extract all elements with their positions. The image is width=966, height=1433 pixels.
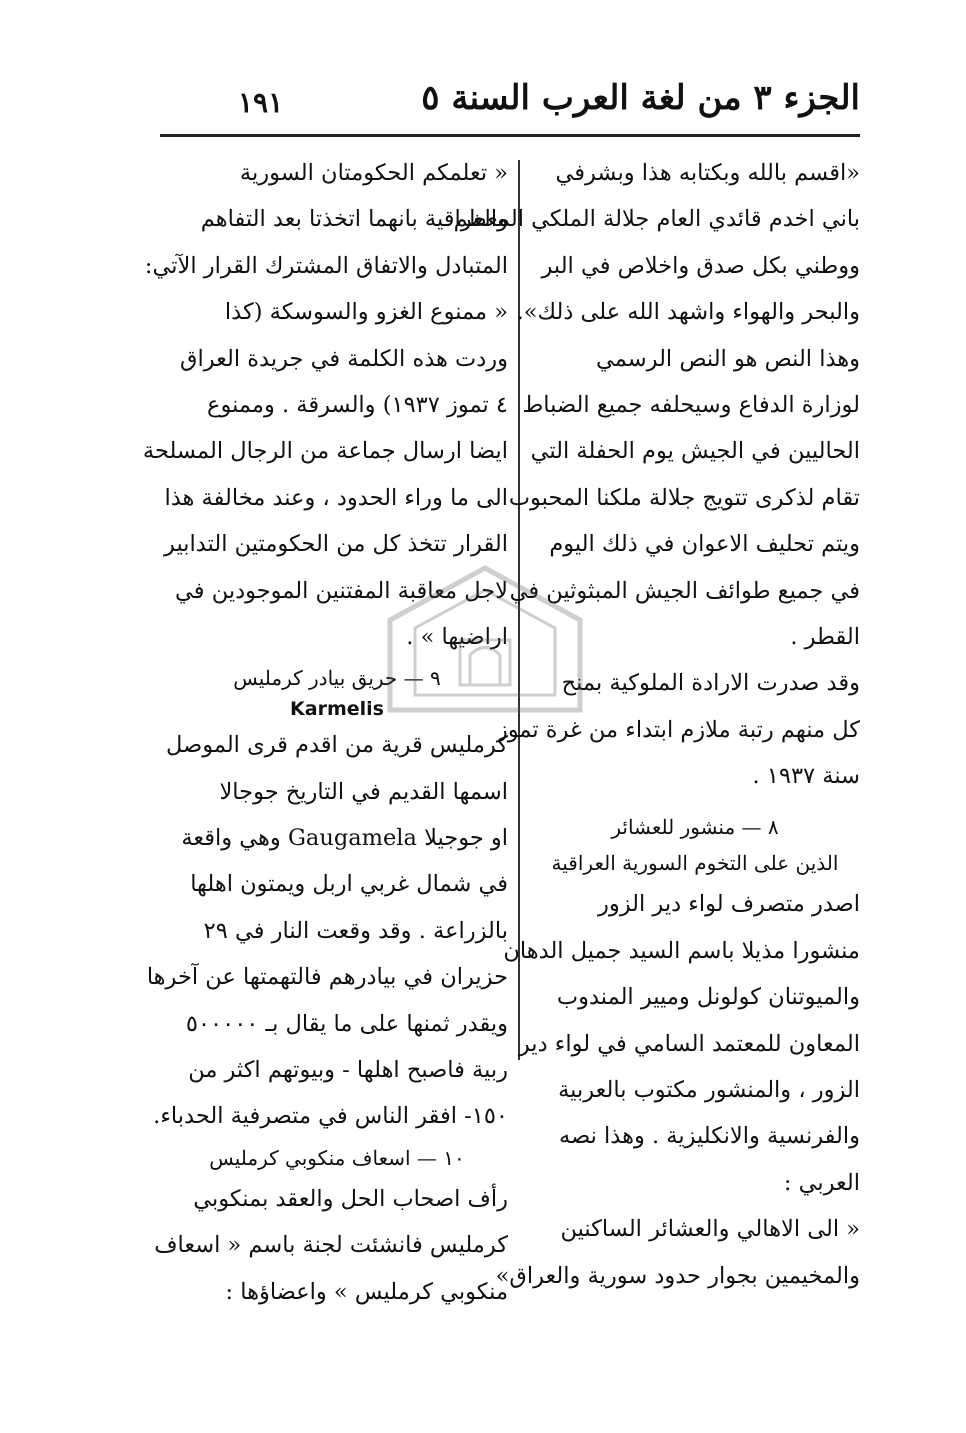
text-line: سنة ١٩٣٧ . [752,763,860,790]
text-line: اسمها القديم في التاريخ جوجالا [219,778,508,805]
text-line: بالزراعة . وقد وقعت النار في ٢٩ [203,917,508,944]
text-line: الزور ، والمنشور مكتوب بالعربية [558,1077,860,1104]
text-line: في شمال غربي اربل ويمتون اهلها [190,871,508,898]
section-latin-title: Karmelis [290,698,384,721]
section-heading: ٨ — منشور للعشائر [611,815,779,840]
text-line: باني اخدم قائدي العام جلالة الملكي المعظم [453,206,860,233]
section-heading: ١٠ — اسعاف منكوبي كرمليس [209,1145,465,1170]
library-stamp-icon [380,560,590,730]
text-line: وقد صدرت الارادة الملوكية بمنح [561,670,860,697]
text-line: ١٥٠- افقر الناس في متصرفية الحدباء. [153,1103,508,1130]
text-line: لوزارة الدفاع وسيحلفه جميع الضباط [522,391,860,418]
text-line: حزيران في بيادرهم فالتهمتها عن آخرها [146,964,508,991]
text-line: الى ما وراء الحدود ، وعند مخالفة هذا [164,484,508,511]
text-line: كل منهم رتبة ملازم ابتداء من غرة تموز [496,716,860,743]
text-line: ووطني بكل صدق واخلاص في البر [541,252,860,279]
text-line: والفرنسية والانكليزية . وهذا نصه [559,1123,860,1150]
text-line: والمخيمين بجوار حدود سورية والعراق» [495,1262,860,1289]
text-line: الحاليين في الجيش يوم الحفلة التي [530,438,860,465]
left-column [142,150,508,1315]
section-heading: ٩ — حريق بيادر كرمليس [233,666,441,691]
running-title: الجزء ٣ من لغة العرب السنة ٥ [421,78,860,118]
text-line: اصدر متصرف لواء دير الزور [598,891,860,918]
text-line: «اقسم بالله وبكتابه هذا وبشرفي [555,160,860,186]
text-line: ربية فاصبح اهلها - وبيوتهم اكثر من [188,1057,508,1084]
text-line: كرمليس فانشئت لجنة باسم « اسعاف [154,1232,508,1259]
text-line: « ممنوع الغزو والسوسكة (كذا [224,299,508,326]
text-line: القطر . [790,623,860,650]
text-line: ويقدر ثمنها على ما يقال بـ ٥٠٠٠٠٠ [185,1010,508,1037]
text-line: ٤ تموز ١٩٣٧) والسرقة . وممنوع [207,391,508,418]
text-line: القرار تتخذ كل من الحكومتين التدابير [164,531,508,558]
text-line: كرمليس قرية من اقدم قرى الموصل [166,732,508,759]
page-header [160,72,860,132]
text-line: او جوجيلا Gaugamela وهي واقعة [181,825,508,852]
text-line: منكوبي كرمليس » واعضاؤها : [225,1278,508,1305]
text-line: والعراقية بانهما اتخذتا بعد التفاهم [200,206,508,233]
page-number: ١٩١ [238,86,284,119]
text-line: لاجل معاقبة المفتنين الموجودين في [175,577,508,604]
text-line: رأف اصحاب الحل والعقد بمنكوبي [193,1185,508,1212]
text-line: وهذا النص هو النص الرسمي [596,345,860,372]
section-subheading: الذين على التخوم السورية العراقية [551,851,839,876]
text-line: اراضيها » . [406,623,508,650]
text-line: « الى الاهالي والعشائر الساكنين [560,1216,860,1243]
text-line: « تعلمكم الحكومتان السورية [239,160,508,186]
text-line: والميوتنان كولونل وميير المندوب [556,984,860,1011]
header-divider [160,134,860,137]
text-line: في جميع طوائف الجيش المبثوثين في [509,577,860,604]
text-line: منشورا مذيلا باسم السيد جميل الدهان [503,937,860,964]
text-line: والبحر والهواء واشهد الله على ذلك». [516,299,860,326]
text-line: المتبادل والاتفاق المشترك القرار الآتي: [144,252,508,279]
text-line: ويتم تحليف الاعوان في ذلك اليوم [549,531,860,558]
text-line: العربي : [783,1169,860,1196]
text-line: المعاون للمعتمد السامي في لواء دير [518,1030,860,1057]
text-line: ايضا ارسال جماعة من الرجال المسلحة [142,438,508,465]
text-line: وردت هذه الكلمة في جريدة العراق [180,345,508,372]
text-line: تقام لذكرى تتويج جلالة ملكنا المحبوب [508,484,860,511]
